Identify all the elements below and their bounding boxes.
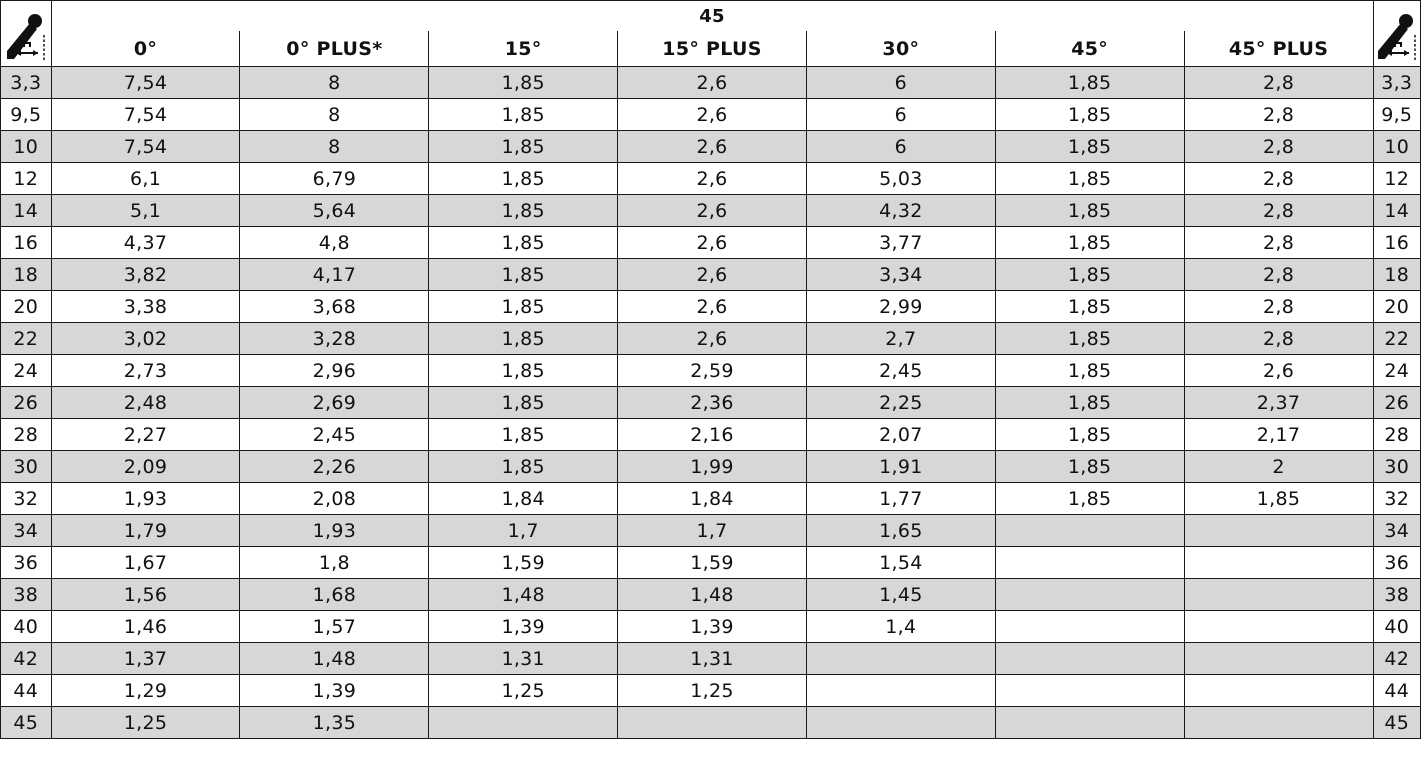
load-value-cell <box>806 643 995 675</box>
column-header: 30° <box>806 31 995 67</box>
radius-cell-right: 3,3 <box>1373 67 1421 99</box>
load-value-cell: 2,8 <box>1184 131 1373 163</box>
load-value-cell: 1,85 <box>429 259 618 291</box>
load-value-cell <box>1184 611 1373 643</box>
radius-cell-right: 22 <box>1373 323 1421 355</box>
load-value-cell: 2,59 <box>618 355 807 387</box>
load-value-cell: 2 <box>1184 451 1373 483</box>
column-header: 15° <box>429 31 618 67</box>
table-title: 45 <box>51 1 1373 32</box>
column-header: 0° <box>51 31 240 67</box>
load-value-cell: 1,84 <box>618 483 807 515</box>
load-value-cell: 1,7 <box>618 515 807 547</box>
table-row <box>1 547 1421 579</box>
radius-cell-left: 40 <box>1 611 52 643</box>
load-value-cell <box>429 707 618 739</box>
load-value-cell: 2,7 <box>806 323 995 355</box>
load-value-cell: 1,85 <box>429 387 618 419</box>
load-value-cell <box>1184 643 1373 675</box>
radius-cell-left: 28 <box>1 419 52 451</box>
load-value-cell: 2,26 <box>240 451 429 483</box>
radius-cell-left: 44 <box>1 675 52 707</box>
load-value-cell: 1,48 <box>429 579 618 611</box>
radius-cell-right: 26 <box>1373 387 1421 419</box>
radius-cell-right: 30 <box>1373 451 1421 483</box>
table-row <box>1 163 1421 195</box>
load-value-cell: 4,37 <box>51 227 240 259</box>
load-value-cell: 1,48 <box>240 643 429 675</box>
load-value-cell: 2,8 <box>1184 227 1373 259</box>
load-value-cell: 1,91 <box>806 451 995 483</box>
load-value-cell: 2,45 <box>240 419 429 451</box>
load-value-cell: 1,68 <box>240 579 429 611</box>
radius-cell-right: 20 <box>1373 291 1421 323</box>
load-value-cell: 1,67 <box>51 547 240 579</box>
radius-cell-right: 18 <box>1373 259 1421 291</box>
load-value-cell: 4,32 <box>806 195 995 227</box>
load-value-cell <box>1184 707 1373 739</box>
radius-cell-right: 9,5 <box>1373 99 1421 131</box>
load-value-cell: 2,8 <box>1184 195 1373 227</box>
load-value-cell: 1,99 <box>618 451 807 483</box>
load-value-cell: 3,82 <box>51 259 240 291</box>
radius-cell-left: 16 <box>1 227 52 259</box>
load-value-cell: 1,85 <box>995 451 1184 483</box>
load-value-cell: 2,8 <box>1184 163 1373 195</box>
load-value-cell: 5,1 <box>51 195 240 227</box>
load-value-cell: 1,7 <box>429 515 618 547</box>
radius-cell-left: 14 <box>1 195 52 227</box>
radius-cell-left: 36 <box>1 547 52 579</box>
load-value-cell: 3,28 <box>240 323 429 355</box>
load-value-cell: 2,8 <box>1184 99 1373 131</box>
load-value-cell: 2,6 <box>618 195 807 227</box>
radius-cell-left: 24 <box>1 355 52 387</box>
load-value-cell: 1,85 <box>429 355 618 387</box>
load-value-cell: 7,54 <box>51 67 240 99</box>
load-value-cell: 8 <box>240 67 429 99</box>
corner-cell-right <box>1373 1 1421 67</box>
load-value-cell <box>995 675 1184 707</box>
load-value-cell: 2,96 <box>240 355 429 387</box>
load-value-cell: 2,6 <box>618 67 807 99</box>
load-value-cell: 3,77 <box>806 227 995 259</box>
load-value-cell: 1,85 <box>429 227 618 259</box>
load-value-cell: 2,08 <box>240 483 429 515</box>
load-value-cell <box>806 707 995 739</box>
radius-cell-left: 18 <box>1 259 52 291</box>
load-value-cell: 1,85 <box>995 387 1184 419</box>
table-row <box>1 643 1421 675</box>
load-value-cell: 1,85 <box>429 163 618 195</box>
radius-cell-right: 38 <box>1373 579 1421 611</box>
table-row <box>1 579 1421 611</box>
load-value-cell: 6,79 <box>240 163 429 195</box>
load-value-cell <box>995 611 1184 643</box>
table-row <box>1 707 1421 739</box>
load-value-cell: 6 <box>806 99 995 131</box>
load-value-cell <box>1184 675 1373 707</box>
load-value-cell: 1,85 <box>429 67 618 99</box>
load-value-cell: 1,85 <box>995 195 1184 227</box>
load-value-cell: 2,48 <box>51 387 240 419</box>
load-value-cell: 5,64 <box>240 195 429 227</box>
load-value-cell: 1,85 <box>429 291 618 323</box>
load-value-cell: 1,85 <box>995 419 1184 451</box>
radius-cell-right: 45 <box>1373 707 1421 739</box>
table-body <box>1 67 1421 739</box>
load-value-cell: 1,31 <box>429 643 618 675</box>
load-value-cell: 6,1 <box>51 163 240 195</box>
table-row <box>1 611 1421 643</box>
load-value-cell: 4,17 <box>240 259 429 291</box>
radius-cell-right: 16 <box>1373 227 1421 259</box>
table-row <box>1 291 1421 323</box>
load-value-cell: 1,85 <box>995 227 1184 259</box>
table-row <box>1 355 1421 387</box>
load-value-cell: 1,85 <box>1184 483 1373 515</box>
load-value-cell: 1,57 <box>240 611 429 643</box>
load-value-cell: 1,93 <box>51 483 240 515</box>
table-row <box>1 451 1421 483</box>
load-value-cell: 1,37 <box>51 643 240 675</box>
load-value-cell: 1,85 <box>995 99 1184 131</box>
table-row <box>1 515 1421 547</box>
load-value-cell <box>806 675 995 707</box>
load-value-cell <box>995 515 1184 547</box>
radius-cell-right: 44 <box>1373 675 1421 707</box>
load-value-cell: 1,25 <box>51 707 240 739</box>
crane-boom-radius-icon <box>1 7 51 61</box>
column-header: 45° PLUS <box>1184 31 1373 67</box>
load-value-cell <box>995 579 1184 611</box>
load-value-cell: 2,69 <box>240 387 429 419</box>
radius-cell-left: 20 <box>1 291 52 323</box>
corner-cell-left <box>1 1 52 67</box>
column-header-row <box>1 31 1421 67</box>
load-value-cell: 1,85 <box>995 67 1184 99</box>
table-row <box>1 99 1421 131</box>
column-header: 0° PLUS* <box>240 31 429 67</box>
load-value-cell: 1,85 <box>429 99 618 131</box>
load-value-cell: 6 <box>806 67 995 99</box>
load-value-cell: 1,85 <box>995 355 1184 387</box>
radius-cell-left: 9,5 <box>1 99 52 131</box>
radius-cell-right: 32 <box>1373 483 1421 515</box>
load-value-cell <box>1184 579 1373 611</box>
radius-cell-left: 38 <box>1 579 52 611</box>
radius-cell-left: 34 <box>1 515 52 547</box>
load-value-cell: 1,25 <box>429 675 618 707</box>
table-row <box>1 227 1421 259</box>
load-value-cell <box>995 547 1184 579</box>
load-value-cell: 1,39 <box>429 611 618 643</box>
table-row <box>1 387 1421 419</box>
load-value-cell: 1,39 <box>240 675 429 707</box>
column-header: 45° <box>995 31 1184 67</box>
load-value-cell: 2,99 <box>806 291 995 323</box>
load-value-cell: 1,85 <box>995 131 1184 163</box>
radius-cell-right: 14 <box>1373 195 1421 227</box>
load-value-cell: 2,07 <box>806 419 995 451</box>
radius-cell-left: 26 <box>1 387 52 419</box>
radius-cell-left: 22 <box>1 323 52 355</box>
load-value-cell: 1,46 <box>51 611 240 643</box>
column-header: 15° PLUS <box>618 31 807 67</box>
table-row <box>1 323 1421 355</box>
load-value-cell: 1,79 <box>51 515 240 547</box>
load-value-cell: 2,6 <box>618 131 807 163</box>
crane-boom-radius-icon <box>1374 7 1421 61</box>
load-value-cell: 1,59 <box>429 547 618 579</box>
load-value-cell: 2,36 <box>618 387 807 419</box>
load-value-cell: 1,65 <box>806 515 995 547</box>
load-value-cell: 1,35 <box>240 707 429 739</box>
load-value-cell: 1,25 <box>618 675 807 707</box>
radius-cell-right: 12 <box>1373 163 1421 195</box>
radius-cell-left: 42 <box>1 643 52 675</box>
load-value-cell: 2,8 <box>1184 291 1373 323</box>
load-value-cell: 1,48 <box>618 579 807 611</box>
radius-cell-left: 12 <box>1 163 52 195</box>
table-row <box>1 483 1421 515</box>
load-value-cell: 8 <box>240 99 429 131</box>
load-value-cell: 2,8 <box>1184 67 1373 99</box>
load-value-cell: 1,54 <box>806 547 995 579</box>
load-value-cell: 2,27 <box>51 419 240 451</box>
load-value-cell: 2,6 <box>618 259 807 291</box>
load-value-cell: 1,56 <box>51 579 240 611</box>
table-row <box>1 675 1421 707</box>
load-value-cell: 2,37 <box>1184 387 1373 419</box>
radius-cell-right: 24 <box>1373 355 1421 387</box>
load-value-cell: 3,02 <box>51 323 240 355</box>
table-row <box>1 195 1421 227</box>
load-value-cell: 2,17 <box>1184 419 1373 451</box>
load-value-cell: 1,85 <box>429 131 618 163</box>
load-value-cell: 2,6 <box>618 323 807 355</box>
load-value-cell: 5,03 <box>806 163 995 195</box>
load-value-cell: 2,8 <box>1184 259 1373 291</box>
load-value-cell: 1,39 <box>618 611 807 643</box>
load-value-cell: 1,85 <box>429 451 618 483</box>
load-value-cell: 2,8 <box>1184 323 1373 355</box>
radius-cell-right: 10 <box>1373 131 1421 163</box>
load-value-cell: 8 <box>240 131 429 163</box>
load-value-cell: 1,85 <box>429 195 618 227</box>
load-value-cell: 6 <box>806 131 995 163</box>
radius-cell-left: 10 <box>1 131 52 163</box>
load-value-cell: 1,31 <box>618 643 807 675</box>
load-value-cell: 3,34 <box>806 259 995 291</box>
radius-cell-right: 36 <box>1373 547 1421 579</box>
radius-cell-left: 30 <box>1 451 52 483</box>
load-value-cell: 1,93 <box>240 515 429 547</box>
load-value-cell: 2,73 <box>51 355 240 387</box>
radius-cell-left: 3,3 <box>1 67 52 99</box>
load-value-cell: 2,45 <box>806 355 995 387</box>
load-value-cell <box>1184 547 1373 579</box>
load-value-cell: 2,6 <box>618 99 807 131</box>
radius-cell-right: 42 <box>1373 643 1421 675</box>
load-value-cell: 2,6 <box>1184 355 1373 387</box>
load-value-cell: 2,6 <box>618 291 807 323</box>
load-value-cell <box>995 643 1184 675</box>
load-value-cell: 1,85 <box>429 323 618 355</box>
load-value-cell: 2,25 <box>806 387 995 419</box>
load-value-cell: 1,85 <box>995 323 1184 355</box>
load-value-cell <box>995 707 1184 739</box>
load-value-cell: 7,54 <box>51 131 240 163</box>
load-value-cell: 2,09 <box>51 451 240 483</box>
load-value-cell: 1,84 <box>429 483 618 515</box>
title-row <box>1 1 1421 32</box>
load-value-cell: 1,85 <box>995 483 1184 515</box>
load-value-cell: 1,59 <box>618 547 807 579</box>
load-value-cell: 1,85 <box>995 291 1184 323</box>
load-value-cell: 7,54 <box>51 99 240 131</box>
load-value-cell: 3,38 <box>51 291 240 323</box>
radius-cell-left: 32 <box>1 483 52 515</box>
table-row <box>1 131 1421 163</box>
table-row <box>1 419 1421 451</box>
load-value-cell: 2,16 <box>618 419 807 451</box>
load-value-cell: 3,68 <box>240 291 429 323</box>
load-value-cell: 1,85 <box>429 419 618 451</box>
load-value-cell: 1,85 <box>995 259 1184 291</box>
radius-cell-right: 34 <box>1373 515 1421 547</box>
load-value-cell: 1,8 <box>240 547 429 579</box>
radius-cell-right: 28 <box>1373 419 1421 451</box>
load-value-cell: 1,77 <box>806 483 995 515</box>
table-row <box>1 259 1421 291</box>
load-value-cell: 2,6 <box>618 227 807 259</box>
load-value-cell: 4,8 <box>240 227 429 259</box>
table-row <box>1 67 1421 99</box>
load-value-cell: 1,85 <box>995 163 1184 195</box>
load-value-cell: 2,6 <box>618 163 807 195</box>
load-value-cell: 1,4 <box>806 611 995 643</box>
load-value-cell <box>1184 515 1373 547</box>
load-value-cell: 1,29 <box>51 675 240 707</box>
radius-cell-right: 40 <box>1373 611 1421 643</box>
radius-cell-left: 45 <box>1 707 52 739</box>
load-value-cell: 1,45 <box>806 579 995 611</box>
load-value-cell <box>618 707 807 739</box>
